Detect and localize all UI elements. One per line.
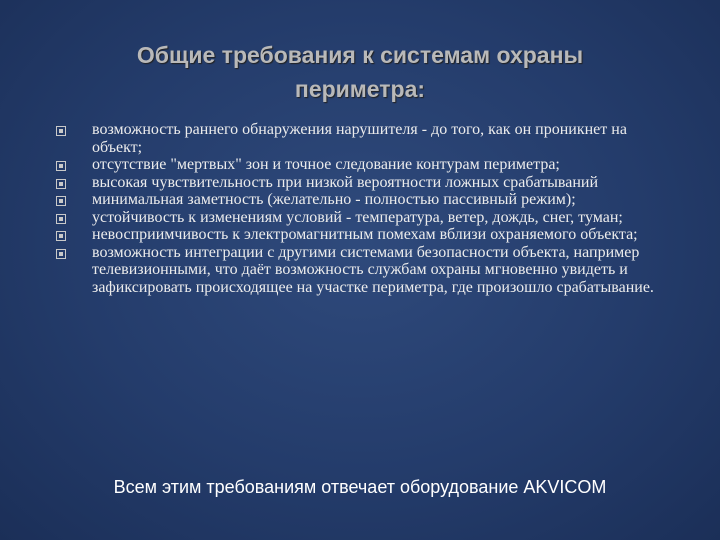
list-item-text: минимальная заметность (желательно - полностью пассивный режим);	[92, 191, 576, 208]
slide-title	[60, 38, 660, 106]
list-item-text: невосприимчивость к электромагнитным помехам вблизи охраняемого объекта;	[92, 226, 638, 243]
slide-title-line-1: Общие требования к системам охраны	[136, 42, 584, 68]
list-item	[56, 191, 666, 209]
slide-title-line-2: периметра:	[294, 76, 426, 102]
list-item	[56, 174, 666, 192]
square-bullet-icon	[56, 179, 66, 189]
square-bullet-icon	[56, 126, 66, 136]
footer-statement: Всем этим требованиям отвечает оборудование AKVICOM	[113, 477, 607, 497]
square-bullet-icon	[56, 161, 66, 171]
list-item	[56, 244, 666, 297]
list-item-text: высокая чувствительность при низкой вероятности ложных срабатываний	[92, 173, 599, 191]
list-item	[56, 226, 666, 244]
list-item-text: возможность раннего обнаружения нарушителя - до того, как он проникнет на объект;	[92, 121, 627, 156]
list-item	[56, 156, 666, 174]
list-item	[56, 121, 666, 156]
square-bullet-icon	[56, 196, 66, 206]
list-item-text: возможность интеграции с другими системами безопасности объекта, например телевизионными, что даёт возможность службам охраны мгновенно увидеть и зафиксировать происходящее на участке периметра, где произошло срабатывание.	[92, 243, 654, 296]
square-bullet-icon	[56, 231, 66, 241]
square-bullet-icon	[56, 249, 66, 259]
list-item-text: отсутствие "мертвых" зон и точное следование контурам периметра;	[92, 156, 560, 173]
list-item-text: устойчивость к изменениям условий - температура, ветер, дождь, снег, туман;	[92, 208, 623, 226]
requirements-list	[56, 121, 666, 296]
square-bullet-icon	[56, 214, 66, 224]
list-item	[56, 209, 666, 227]
